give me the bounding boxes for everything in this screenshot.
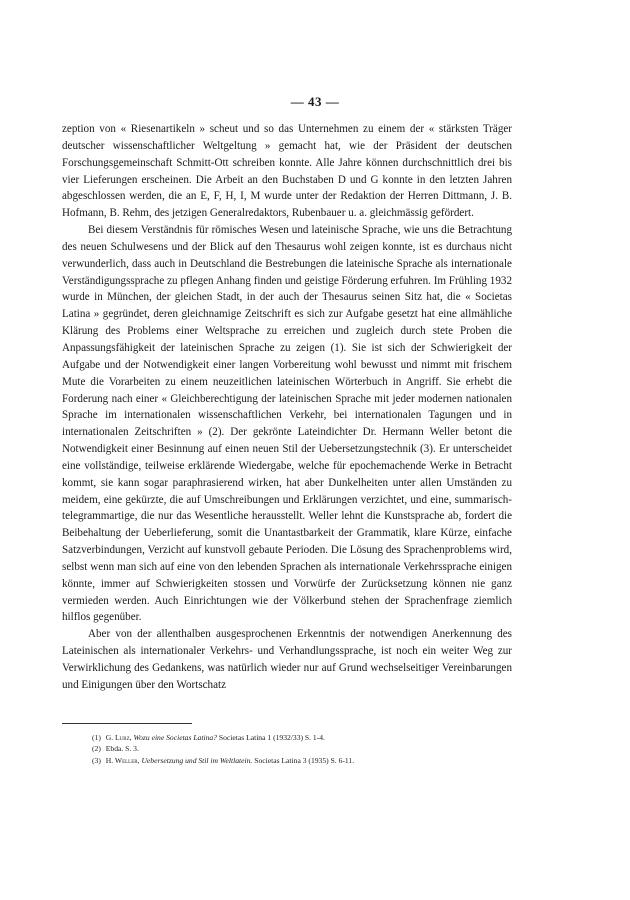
- footnote-mark: (1): [92, 733, 101, 742]
- footnote-1: [92, 732, 512, 743]
- footnote-author: G. Lurz,: [105, 733, 132, 742]
- footnote-author: H. Weller,: [105, 755, 140, 765]
- footnote-mark: (3): [92, 755, 101, 765]
- footnote-mark: (2): [92, 744, 101, 754]
- footnote-reference: Societas Latina 3 (1935) S. 6-11.: [254, 755, 355, 765]
- paragraph-continued: zeption von « Riesenartikeln » scheut und so das Unternehmen zu einem der « stärksten Träger deutscher wissenschaftlicher Weltgeltung » gemacht hat, wie der Präsident der deutschen Forschungsgemeinschaft Schmitt-Ott schreiben konnte. Alle Jahre können durchschnittlich drei bis vier Lieferungen erscheinen. Die Arbeit an den Buchstaben D und G konnte in den letzten Jahren abgeschlossen werden, die an E, F, H, I, M wurde unter der Redaktion der Herren Dittmann, J. B. Hofmann, B. Rehm, des jetzigen Generalredaktors, Rubenbauer u. a. gleichmässig gefördert.: [62, 123, 512, 220]
- paragraph-societas-latina: Bei diesem Verständnis für römisches Wesen und lateinische Sprache, wie uns die Betrachtung des neuen Schulwesens und der Blick auf den Thesaurus wohl zeigen konnte, ist es durchaus nicht verwunderlich, dass auch in Deutschland die Bestrebungen die lateinische Sprache als internationale Verständigungssprache zu pflegen Anhang finden und geistige Förderung erfuhren. Im Frühling 1932 wurde in München, der gleichen Stadt, in der auch der Thesaurus seinen Sitz hat, die « Societas Latina » gegründet, deren gleichnamige Zeitschrift es sich zur Aufgabe gesetzt hat eine allmähliche Klärung des Problems einer Weltsprache zu erreichen und zugleich durch stete Proben die Anpassungsfähigkeit der lateinischen Sprache zu zeigen (1). Sie ist sich der Schwierigkeit der Aufgabe und der Notwendigkeit einer langen Vorbereitung wohl bewusst und nimmt mit frischem Mute die Vorarbeiten zu einem neuzeitlichen lateinischen Wörterbuch in Angriff. Sie erhebt die Forderung nach einer « Gleichberechtigung der lateinischen Sprache mit jeder modernen nationalen Sprache im internationalen wissenschaftlichen Verkehr, bei internationalen Tagungen und in internationalen Zeitschriften » (2). Der gekrönte Lateindichter Dr. Hermann Weller betont die Notwendigkeit einer Besinnung auf einen neuen Stil der Uebersetzungstechnik (3). Er unterscheidet eine vollständige, teilweise erklärende Wiedergabe, welche für epochemachende Werke in Betracht kommt, sie kann sogar paraphrasierend wirken, hat aber Dunkelheiten unter allen Umständen zu meidem, eine gekürzte, die auf Umschreibungen und Erklärungen verzichtet, und eine, summarisch-telegrammartige, die nur das Wesentliche herausstellt. Weller lehnt die Kunstsprache ab, fordert die Beibehaltung der Ueberlieferung, somit die Unantastbarkeit der Grammatik, klare Kürze, einfache Satzverbindungen, Verzicht auf kunstvoll gebaute Perioden. Die Lösung des Sprachenproblems wird, selbst wenn man sich auf eine von den lebenden Sprachen als internationale Verkehrssprache einigen könnte, immer auf Schwierigkeiten stossen und Vorwürfe der Zurücksetzung können nie ganz vermieden werden. Auch Einrichtungen wie der Völkerbund stehen der Sprachenfrage ziemlich hilflos gegenüber.: [62, 224, 512, 624]
- footnotes: [92, 732, 512, 766]
- footnote-reference: Societas Latina 1 (1932/33) S. 1-4.: [218, 733, 325, 742]
- paragraph-latin-recognition: Aber von der allenthalben ausgesprochenen Erkenntnis der notwendigen Anerkennung des Lateinischen als internationaler Verkehrs- und Verhandlungssprache, ist noch ein weiter Weg zur Verwirklichung des Gedankens, was natürlich wieder nur auf Grund wechselseitiger Vereinbarungen und Einigungen über den Wortschatz: [62, 628, 512, 691]
- body-text: [62, 121, 512, 694]
- footnote-3: [92, 755, 512, 766]
- footnote-title: Uebersetzung und Stil im Weltlatein.: [141, 755, 253, 765]
- footnote-2: [92, 743, 512, 754]
- footnote-title: Wozu eine Societas Latina?: [133, 733, 217, 742]
- footnote-divider: [62, 723, 192, 724]
- footnote-reference: Ebda. S. 3.: [105, 744, 139, 754]
- page-number: — 43 —: [290, 94, 340, 109]
